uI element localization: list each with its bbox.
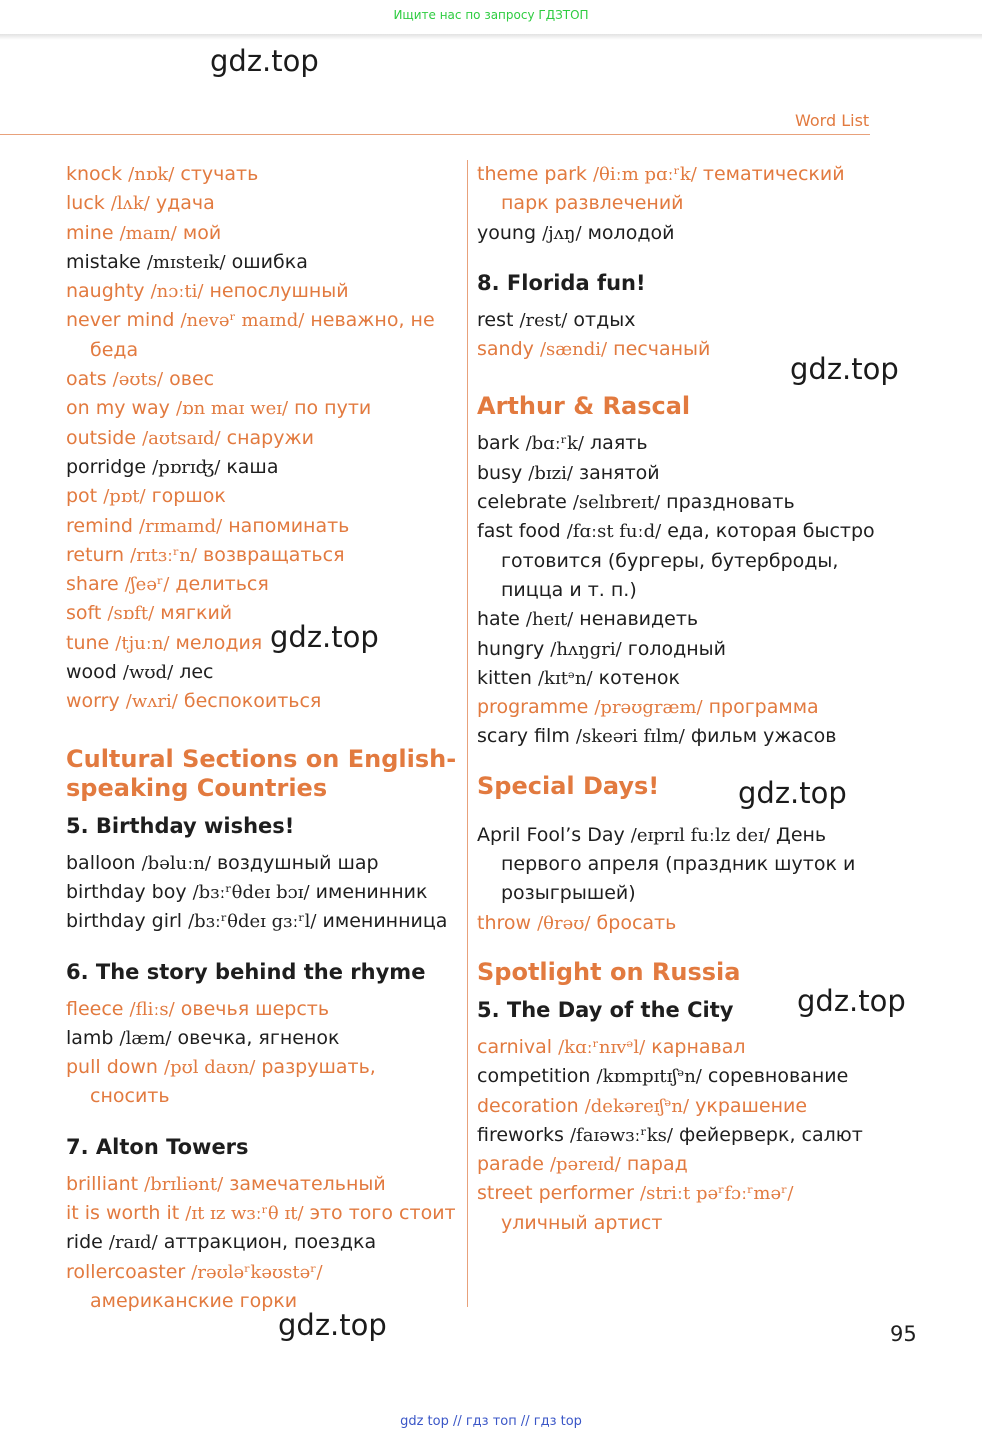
spacer xyxy=(477,938,877,958)
word-entry xyxy=(477,693,877,722)
entry-translation: отдых xyxy=(573,308,636,331)
entry-translation: песчаный xyxy=(613,338,711,361)
entry-transcription: /bɑːʳk/ xyxy=(525,433,584,455)
entry-transcription: /bɜːʳθdeɪ bɔɪ/ xyxy=(192,881,310,903)
entry-translation: парад xyxy=(626,1153,688,1176)
word-entry xyxy=(66,570,461,599)
entry-word: hate xyxy=(477,608,520,631)
word-entry xyxy=(477,605,877,634)
word-entry xyxy=(66,219,461,248)
entry-transcription: /striːt pəʳfɔːʳməʳ/ xyxy=(640,1183,794,1205)
spacer xyxy=(66,937,461,957)
entry-translation: украшение xyxy=(695,1094,808,1117)
word-list-group xyxy=(66,995,461,1112)
entry-transcription: /sɒft/ xyxy=(107,603,155,625)
entry-transcription: /skeəri fɪlm/ xyxy=(575,726,685,748)
page-shadow xyxy=(0,34,982,40)
word-entry xyxy=(66,599,461,628)
entry-word: share xyxy=(66,573,119,596)
entry-transcription: /heɪt/ xyxy=(525,609,574,631)
entry-word: fleece xyxy=(66,997,124,1020)
entry-word: outside xyxy=(66,426,137,449)
entry-word: naughty xyxy=(66,280,145,303)
word-entry xyxy=(477,909,877,938)
subsection-title-birthday: 5. Birthday wishes! xyxy=(66,813,295,838)
entry-transcription: /rɪmaɪnd/ xyxy=(139,515,223,537)
word-entry xyxy=(66,482,461,511)
word-entry xyxy=(477,517,877,605)
entry-word: competition xyxy=(477,1065,591,1088)
entry-translation: молодой xyxy=(587,221,675,244)
entry-transcription: /lʌk/ xyxy=(110,193,150,215)
entry-word: young xyxy=(477,221,537,244)
entry-transcription: /dekəreɪʃᵊn/ xyxy=(584,1095,690,1117)
entry-translation: мой xyxy=(182,221,222,244)
entry-transcription: /kɪtᵊn/ xyxy=(537,667,593,689)
entry-transcription: /pɒt/ xyxy=(103,486,146,508)
entry-transcription: /kɒmpɪtɪʃᵊn/ xyxy=(596,1066,702,1088)
entry-translation: это того стоит xyxy=(309,1202,456,1225)
entry-transcription: /ʃeəʳ/ xyxy=(124,574,170,596)
spacer xyxy=(66,1112,461,1132)
word-entry xyxy=(66,512,461,541)
entry-transcription: /wʌri/ xyxy=(125,691,178,713)
entry-translation: овечья шерсть xyxy=(180,997,330,1020)
word-entry xyxy=(477,306,877,335)
entry-word: wood xyxy=(66,661,117,684)
word-entry xyxy=(477,219,877,248)
entry-word: rest xyxy=(477,308,514,331)
word-entry xyxy=(477,1121,877,1150)
entry-word: fast food xyxy=(477,520,561,543)
entry-transcription: /fɑːst fuːd/ xyxy=(566,521,662,543)
entry-translation: ненавидеть xyxy=(579,608,699,631)
word-entry xyxy=(477,160,877,219)
entry-word: return xyxy=(66,543,125,566)
entry-transcription: /aʊtsaɪd/ xyxy=(142,427,221,449)
entry-word: soft xyxy=(66,602,102,625)
word-entry xyxy=(477,1062,877,1091)
word-entry xyxy=(477,664,877,693)
entry-transcription: /ɒn maɪ weɪ/ xyxy=(175,398,289,420)
entry-translation: карнавал xyxy=(651,1035,746,1058)
entry-word: porridge xyxy=(66,455,147,478)
entry-translation: занятой xyxy=(579,461,660,484)
word-entry xyxy=(66,277,461,306)
entry-transcription: /nɔːti/ xyxy=(150,281,204,303)
right-column xyxy=(477,160,877,1238)
entry-transcription: /rəʊləʳkəʊstəʳ/ xyxy=(191,1261,323,1283)
top-banner[interactable]: Ищите нас по запросу ГДЗТОП xyxy=(393,8,589,22)
entry-translation: американские горки xyxy=(90,1289,298,1312)
word-entry xyxy=(66,453,461,482)
entry-translation: снаружи xyxy=(226,426,314,449)
entry-transcription: /əʊts/ xyxy=(112,369,164,391)
entry-translation: голодный xyxy=(627,637,727,660)
entry-transcription: /bɜːʳθdeɪ gɜːʳl/ xyxy=(188,911,317,933)
entry-word: remind xyxy=(66,514,133,537)
entry-word: bark xyxy=(477,432,520,455)
spacer xyxy=(477,1025,877,1033)
word-entry xyxy=(66,1199,461,1228)
spacer xyxy=(477,248,877,268)
header-rule xyxy=(0,134,870,135)
word-entry xyxy=(477,722,877,751)
entry-word: it is worth it xyxy=(66,1202,180,1225)
entry-translation: программа xyxy=(708,696,819,719)
spacer xyxy=(66,803,461,811)
word-entry xyxy=(66,394,461,423)
entry-transcription: /θrəʊ/ xyxy=(537,912,591,934)
section-title-special: Special Days! xyxy=(477,771,660,800)
entry-translation: котенок xyxy=(598,666,680,689)
entry-translation: уличный артист xyxy=(501,1211,663,1234)
entry-translation: делиться xyxy=(175,573,269,596)
entry-word: on my way xyxy=(66,397,170,420)
entry-transcription: /brɪliənt/ xyxy=(144,1173,224,1195)
word-entry xyxy=(66,907,461,936)
word-entry xyxy=(66,248,461,277)
entry-word: carnival xyxy=(477,1035,553,1058)
entry-translation: удача xyxy=(155,192,215,215)
entry-translation: овес xyxy=(169,368,215,391)
word-entry xyxy=(477,1179,877,1238)
spacer xyxy=(477,298,877,306)
word-entry xyxy=(66,541,461,570)
entry-transcription: /prəʊgræm/ xyxy=(594,697,703,719)
watermark: gdz.top xyxy=(270,620,379,654)
entry-translation: горшок xyxy=(151,485,226,508)
watermark: gdz.top xyxy=(210,44,319,78)
word-list-group xyxy=(477,1033,877,1238)
word-list-group xyxy=(477,821,877,938)
page-number: 95 xyxy=(890,1322,917,1346)
entry-translation: именинница xyxy=(322,910,448,933)
word-entry xyxy=(66,1170,461,1199)
entry-word: ride xyxy=(66,1231,103,1254)
entry-transcription: /eɪprɪl fuːlz deɪ/ xyxy=(630,824,770,846)
entry-translation: стучать xyxy=(180,163,259,185)
word-entry xyxy=(477,429,877,458)
entry-translation: овечка, ягненок xyxy=(177,1026,340,1049)
word-entry xyxy=(66,1024,461,1053)
word-entry xyxy=(477,488,877,517)
entry-transcription: /bɪzi/ xyxy=(528,462,573,484)
word-entry xyxy=(66,1258,461,1317)
entry-transcription: /ɪt ɪz wɜːʳθ ɪt/ xyxy=(185,1203,304,1225)
entry-word: tune xyxy=(66,631,110,654)
section-title-arthur: Arthur & Rascal xyxy=(477,392,691,421)
entry-transcription: /pɒrɪʤ/ xyxy=(152,456,221,478)
entry-word: throw xyxy=(477,911,532,934)
entry-word: oats xyxy=(66,368,107,391)
entry-word: knock xyxy=(66,163,123,185)
subsection-title-florida: 8. Florida fun! xyxy=(477,270,646,295)
entry-transcription: /mɪsteɪk/ xyxy=(146,251,226,273)
entry-transcription: /raɪd/ xyxy=(108,1232,158,1254)
entry-word: parade xyxy=(477,1153,544,1176)
entry-translation: праздновать xyxy=(666,491,795,514)
entry-transcription: /rɪtɜːʳn/ xyxy=(130,544,197,566)
entry-word: rollercoaster xyxy=(66,1260,186,1283)
entry-word: theme park xyxy=(477,163,587,185)
entry-transcription: /bəluːn/ xyxy=(141,852,211,874)
entry-word: never mind xyxy=(66,309,175,332)
entry-word: birthday girl xyxy=(66,910,183,933)
header-label: Word List xyxy=(795,111,870,130)
entry-word: lamb xyxy=(66,1026,114,1049)
word-entry xyxy=(66,306,461,365)
spacer xyxy=(66,987,461,995)
watermark: gdz.top xyxy=(790,352,899,386)
word-entry xyxy=(66,424,461,453)
entry-transcription: /fliːs/ xyxy=(129,998,175,1020)
entry-translation: аттракцион, поездка xyxy=(163,1231,377,1254)
entry-translation: неважно, не беда xyxy=(90,309,435,361)
entry-translation: фильм ужасов xyxy=(690,725,837,748)
word-entry xyxy=(477,635,877,664)
entry-word: April Fool’s Day xyxy=(477,823,625,846)
word-entry xyxy=(66,1053,461,1112)
word-entry xyxy=(477,459,877,488)
entry-translation: лес xyxy=(179,661,214,684)
spacer xyxy=(66,1162,461,1170)
word-entry xyxy=(66,629,461,658)
word-entry xyxy=(66,189,461,218)
word-entry xyxy=(66,687,461,716)
entry-transcription: /θiːm pɑːʳk/ xyxy=(592,164,697,185)
entry-translation: ошибка xyxy=(231,250,308,273)
entry-translation: непослушный xyxy=(209,280,349,303)
entry-translation: замечательный xyxy=(229,1172,386,1195)
subsection-title-rhyme: 6. The story behind the rhyme xyxy=(66,959,426,984)
entry-translation: лаять xyxy=(590,432,648,455)
entry-word: worry xyxy=(66,690,120,713)
watermark: gdz.top xyxy=(278,1308,387,1342)
word-list-group xyxy=(477,429,877,751)
entry-word: luck xyxy=(66,192,105,215)
entry-transcription: /wʊd/ xyxy=(122,662,174,684)
entry-transcription: /nɒk/ xyxy=(128,164,175,185)
entry-word: mistake xyxy=(66,250,141,273)
entry-transcription: /pʊl daʊn/ xyxy=(164,1057,256,1079)
spacer xyxy=(66,841,461,849)
entry-translation: мягкий xyxy=(160,602,233,625)
entry-word: decoration xyxy=(477,1094,579,1117)
entry-translation: соревнование xyxy=(707,1065,849,1088)
entry-transcription: /læm/ xyxy=(119,1027,172,1049)
entry-word: mine xyxy=(66,221,114,244)
entry-translation: еда, которая быстро готовится (бургеры, бутерброды, пицца и т. п.) xyxy=(501,520,875,601)
word-entry xyxy=(66,658,461,687)
word-list-group xyxy=(477,160,877,248)
entry-word: kitten xyxy=(477,666,532,689)
entry-word: hungry xyxy=(477,637,545,660)
entry-transcription: /tjuːn/ xyxy=(115,632,170,654)
spacer xyxy=(477,421,877,429)
entry-word: brilliant xyxy=(66,1172,139,1195)
entry-translation: фейерверк, салют xyxy=(679,1123,863,1146)
entry-word: celebrate xyxy=(477,491,567,514)
entry-word: balloon xyxy=(66,851,136,874)
entry-word: busy xyxy=(477,461,523,484)
entry-translation: именинник xyxy=(315,880,428,903)
entry-word: street performer xyxy=(477,1182,634,1205)
word-list-group xyxy=(66,849,461,937)
section-title-spotlight: Spotlight on Russia xyxy=(477,957,741,986)
entry-transcription: /maɪn/ xyxy=(119,222,177,244)
section-title-cultural: Cultural Sections on English-speaking Countries xyxy=(66,744,457,802)
entry-translation: мелодия xyxy=(175,631,263,654)
word-entry xyxy=(66,878,461,907)
word-entry xyxy=(66,365,461,394)
entry-word: birthday boy xyxy=(66,880,187,903)
left-column xyxy=(66,160,461,1316)
entry-translation: бросать xyxy=(596,911,677,934)
word-entry xyxy=(477,1150,877,1179)
entry-translation: тематический парк развлечений xyxy=(501,163,845,215)
entry-transcription: /nevəʳ maɪnd/ xyxy=(180,310,305,332)
footer-links[interactable]: gdz top // гдз топ // гдз top xyxy=(400,1414,582,1429)
word-list-group xyxy=(66,160,461,717)
word-entry xyxy=(477,1092,877,1121)
word-entry xyxy=(66,1228,461,1257)
subsection-title-city: 5. The Day of the City xyxy=(477,997,734,1022)
column-divider xyxy=(467,160,468,1307)
spacer xyxy=(66,717,461,745)
entry-word: scary film xyxy=(477,725,570,748)
entry-transcription: /kɑːʳnɪvᵊl/ xyxy=(558,1036,646,1058)
entry-transcription: /hʌŋgri/ xyxy=(550,638,622,660)
entry-transcription: /selɪbreɪt/ xyxy=(572,492,661,514)
spacer xyxy=(477,752,877,772)
word-entry xyxy=(66,995,461,1024)
entry-translation: разрушать, сносить xyxy=(90,1056,376,1108)
entry-translation: беспокоиться xyxy=(183,690,322,713)
entry-transcription: /jʌŋ/ xyxy=(542,222,582,244)
entry-translation: по пути xyxy=(294,397,372,420)
entry-transcription: /sændi/ xyxy=(539,339,608,361)
watermark: gdz.top xyxy=(738,776,847,810)
entry-word: pull down xyxy=(66,1056,158,1079)
entry-word: pot xyxy=(66,485,98,508)
word-entry xyxy=(477,1033,877,1062)
word-entry xyxy=(66,160,461,189)
entry-word: fireworks xyxy=(477,1123,564,1146)
entry-transcription: /rest/ xyxy=(519,309,568,331)
entry-translation: День первого апреля (праздник шуток и розыгрышей) xyxy=(501,823,856,905)
word-entry xyxy=(66,849,461,878)
entry-translation: возвращаться xyxy=(203,543,345,566)
entry-word: sandy xyxy=(477,338,534,361)
word-list-group xyxy=(66,1170,461,1316)
watermark: gdz.top xyxy=(797,984,906,1018)
entry-translation: воздушный шар xyxy=(216,851,379,874)
word-entry xyxy=(477,821,877,909)
entry-transcription: /pəreɪd/ xyxy=(549,1154,621,1176)
entry-transcription: /faɪəwɜːʳks/ xyxy=(569,1124,673,1146)
subsection-title-alton: 7. Alton Towers xyxy=(66,1134,249,1159)
entry-word: programme xyxy=(477,696,589,719)
entry-translation: напоминать xyxy=(228,514,350,537)
entry-translation: каша xyxy=(226,455,279,478)
